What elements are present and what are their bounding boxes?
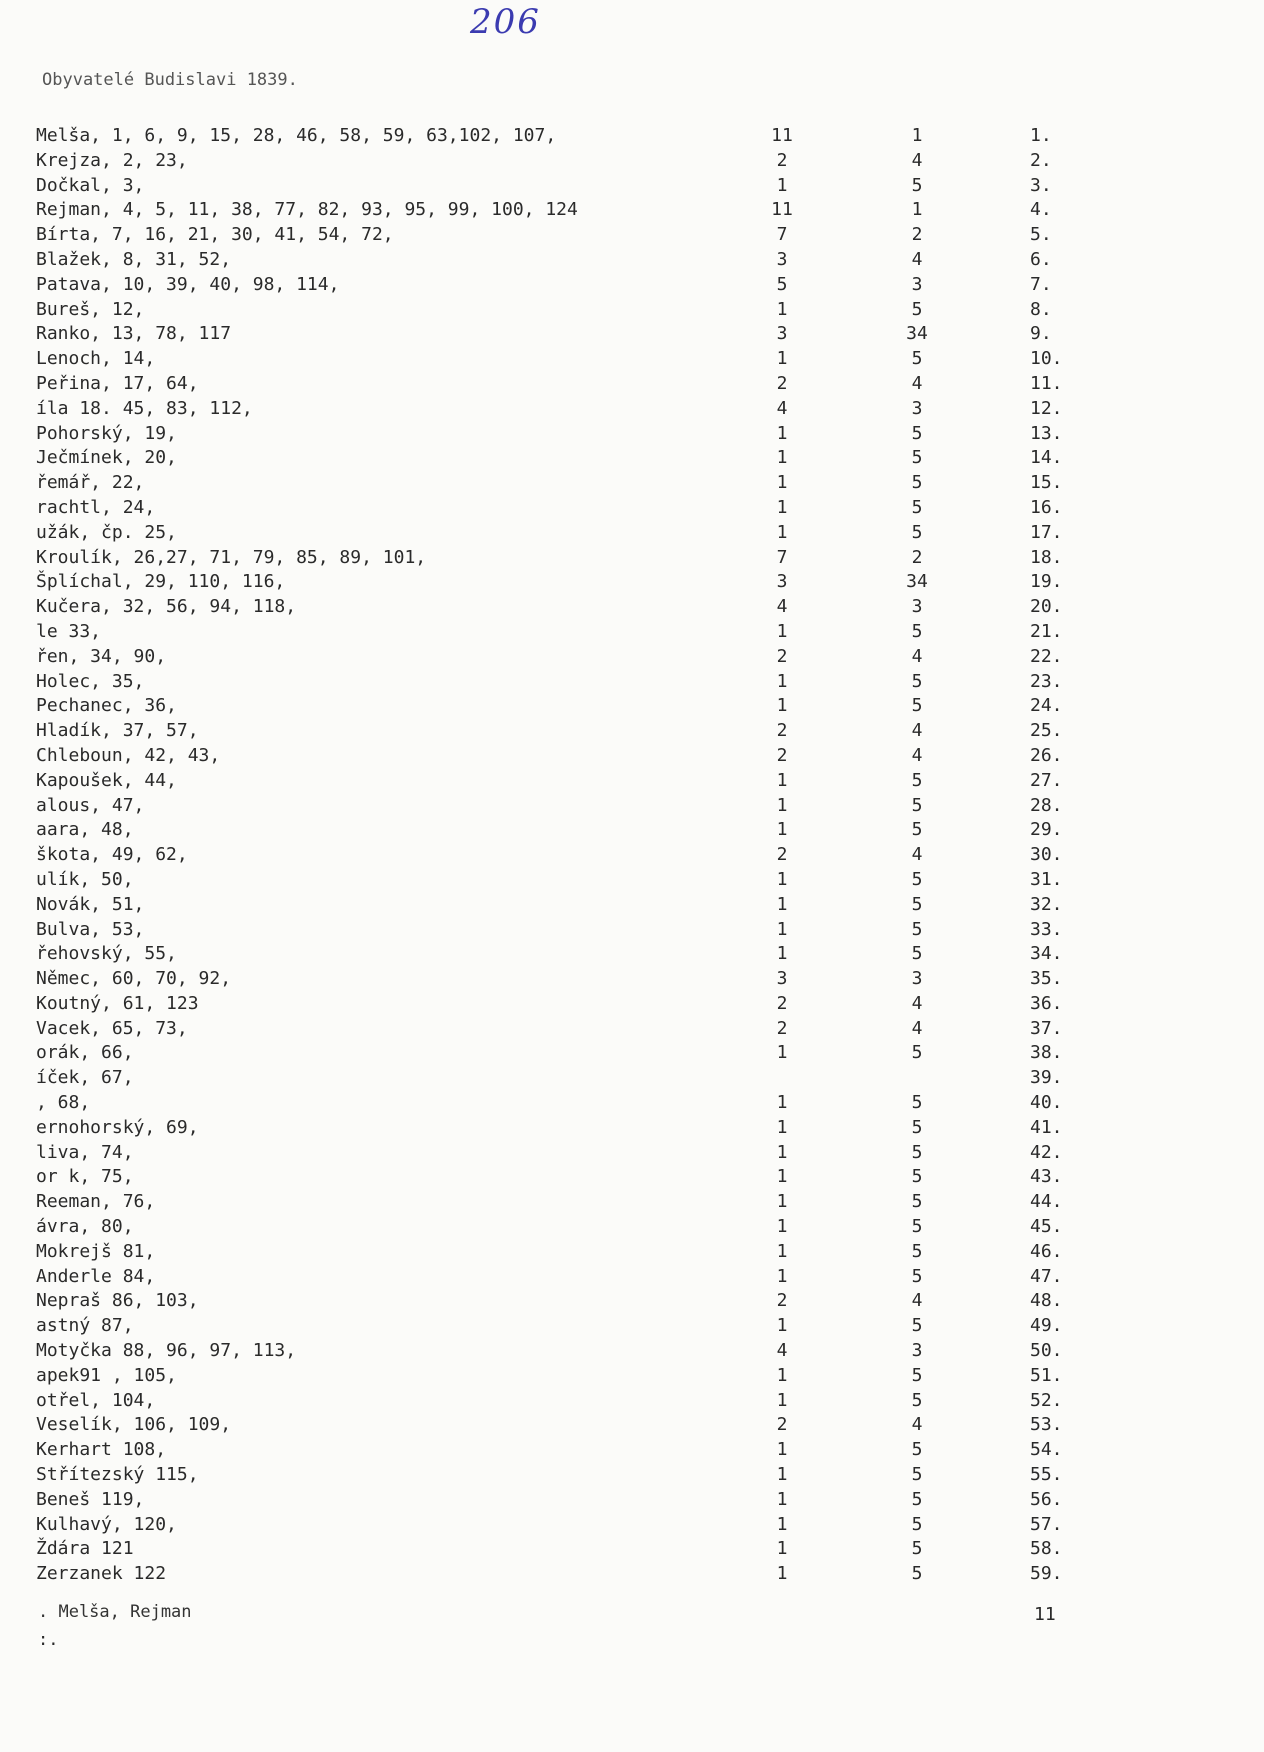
count-a: 1 — [776, 472, 788, 494]
count-a: 1 — [776, 1389, 788, 1411]
count-b: 5 — [911, 1092, 923, 1114]
list-row — [0, 372, 1264, 397]
count-b: 5 — [911, 1488, 923, 1510]
resident-entry: astný 87, — [36, 1315, 134, 1337]
count-a: 5 — [776, 273, 788, 295]
resident-entry: Motyčka 88, 96, 97, 113, — [36, 1340, 297, 1362]
row-index: 17. — [1030, 521, 1063, 543]
resident-entry: Pohorský, 19, — [36, 422, 177, 444]
count-a: 2 — [776, 992, 788, 1014]
row-index: 47. — [1030, 1265, 1063, 1287]
row-index: 10. — [1030, 348, 1063, 370]
list-row — [0, 322, 1264, 347]
row-index: 53. — [1030, 1414, 1063, 1436]
row-index: 42. — [1030, 1141, 1063, 1163]
row-index: 20. — [1030, 596, 1063, 618]
row-index: 52. — [1030, 1389, 1063, 1411]
resident-entry: Peřina, 17, 64, — [36, 372, 199, 394]
footer-note: . Melša, Rejman — [38, 1602, 192, 1622]
list-row — [0, 992, 1264, 1017]
resident-entry: liva, 74, — [36, 1141, 134, 1163]
resident-entry: Bírta, 7, 16, 21, 30, 41, 54, 72, — [36, 224, 394, 246]
list-row — [0, 446, 1264, 471]
count-b: 4 — [911, 1017, 923, 1039]
list-row — [0, 620, 1264, 645]
resident-entry: Nepraš 86, 103, — [36, 1290, 199, 1312]
list-row — [0, 1215, 1264, 1240]
list-row — [0, 149, 1264, 174]
count-b: 5 — [911, 670, 923, 692]
list-row — [0, 1165, 1264, 1190]
count-a: 1 — [776, 1042, 788, 1064]
count-a: 1 — [776, 1216, 788, 1238]
count-b: 5 — [911, 1464, 923, 1486]
row-index: 44. — [1030, 1191, 1063, 1213]
count-a: 1 — [776, 695, 788, 717]
list-row — [0, 1240, 1264, 1265]
count-b: 5 — [911, 794, 923, 816]
list-row — [0, 347, 1264, 372]
count-b: 34 — [906, 571, 928, 593]
count-b: 5 — [911, 1364, 923, 1386]
list-row — [0, 397, 1264, 422]
count-a: 1 — [776, 348, 788, 370]
list-row — [0, 818, 1264, 843]
resident-entry: Kučera, 32, 56, 94, 118, — [36, 596, 297, 618]
count-a: 1 — [776, 1141, 788, 1163]
count-b: 5 — [911, 422, 923, 444]
row-index: 27. — [1030, 769, 1063, 791]
row-index: 25. — [1030, 720, 1063, 742]
count-a: 1 — [776, 1265, 788, 1287]
list-row — [0, 1091, 1264, 1116]
count-a: 1 — [776, 620, 788, 642]
resident-entry: Melša, 1, 6, 9, 15, 28, 46, 58, 59, 63,102, 107, — [36, 125, 557, 146]
row-index: 11. — [1030, 372, 1063, 394]
count-b: 3 — [911, 1340, 923, 1362]
resident-entry: Dočkal, 3, — [36, 174, 145, 196]
count-a: 2 — [776, 1290, 788, 1312]
resident-entry: or k, 75, — [36, 1166, 134, 1188]
count-a: 3 — [776, 571, 788, 593]
resident-entry: Patava, 10, 39, 40, 98, 114, — [36, 273, 340, 295]
count-a: 1 — [776, 174, 788, 196]
list-row — [0, 1389, 1264, 1414]
row-index: 7. — [1030, 273, 1052, 295]
list-row — [0, 645, 1264, 670]
list-row — [0, 1314, 1264, 1339]
count-a: 4 — [776, 1340, 788, 1362]
list-row — [0, 670, 1264, 695]
list-row — [0, 1339, 1264, 1364]
row-index: 34. — [1030, 943, 1063, 965]
list-row — [0, 298, 1264, 323]
resident-entry: Ječmínek, 20, — [36, 447, 177, 469]
list-row — [0, 942, 1264, 967]
count-b: 4 — [911, 372, 923, 394]
resident-entry: aara, 48, — [36, 819, 134, 841]
count-a: 2 — [776, 1414, 788, 1436]
list-row — [0, 843, 1264, 868]
count-a: 1 — [776, 521, 788, 543]
count-b: 5 — [911, 1315, 923, 1337]
list-row — [0, 893, 1264, 918]
resident-entry: užák, čp. 25, — [36, 521, 177, 543]
resident-entry: řen, 34, 90, — [36, 645, 167, 667]
resident-entry: řehovský, 55, — [36, 943, 177, 965]
count-b: 3 — [911, 968, 923, 990]
count-a: 3 — [776, 248, 788, 270]
count-b: 5 — [911, 918, 923, 940]
resident-entry: Lenoch, 14, — [36, 348, 156, 370]
list-row — [0, 174, 1264, 199]
resident-entry: Kroulík, 26,27, 71, 79, 85, 89, 101, — [36, 546, 427, 568]
resident-entry: Krejza, 2, 23, — [36, 149, 188, 171]
row-index: 32. — [1030, 893, 1063, 915]
resident-entry: Beneš 119, — [36, 1488, 145, 1510]
row-index: 43. — [1030, 1166, 1063, 1188]
count-b: 5 — [911, 1240, 923, 1262]
row-index: 22. — [1030, 645, 1063, 667]
list-row — [0, 124, 1264, 149]
count-a: 1 — [776, 670, 788, 692]
count-b: 4 — [911, 744, 923, 766]
list-row — [0, 868, 1264, 893]
count-a: 1 — [776, 893, 788, 915]
row-index: 29. — [1030, 819, 1063, 841]
count-b: 5 — [911, 447, 923, 469]
count-b: 3 — [911, 596, 923, 618]
list-row — [0, 1513, 1264, 1538]
row-index: 21. — [1030, 620, 1063, 642]
list-row — [0, 1265, 1264, 1290]
count-a: 2 — [776, 149, 788, 171]
list-row — [0, 198, 1264, 223]
count-b: 5 — [911, 868, 923, 890]
count-b: 5 — [911, 348, 923, 370]
count-a: 4 — [776, 596, 788, 618]
count-a: 1 — [776, 794, 788, 816]
count-b: 4 — [911, 844, 923, 866]
list-row — [0, 273, 1264, 298]
row-index: 50. — [1030, 1340, 1063, 1362]
row-index: 31. — [1030, 868, 1063, 890]
list-row — [0, 1488, 1264, 1513]
row-index: 59. — [1030, 1563, 1063, 1585]
count-b: 5 — [911, 893, 923, 915]
list-row — [0, 496, 1264, 521]
count-b: 5 — [911, 298, 923, 320]
row-index: 26. — [1030, 744, 1063, 766]
list-row — [0, 1041, 1264, 1066]
list-row — [0, 1017, 1264, 1042]
list-row — [0, 744, 1264, 769]
row-index: 2. — [1030, 149, 1052, 171]
count-a: 3 — [776, 968, 788, 990]
resident-entry: Šplíchal, 29, 110, 116, — [36, 571, 286, 593]
count-a: 1 — [776, 298, 788, 320]
list-row — [0, 223, 1264, 248]
count-b: 2 — [911, 224, 923, 246]
list-row — [0, 471, 1264, 496]
count-b: 5 — [911, 1538, 923, 1560]
resident-list — [0, 124, 1264, 1587]
count-b: 5 — [911, 1042, 923, 1064]
resident-entry: Novák, 51, — [36, 893, 145, 915]
row-index: 51. — [1030, 1364, 1063, 1386]
count-b: 1 — [911, 125, 923, 146]
count-a: 11 — [771, 125, 793, 146]
count-b: 5 — [911, 1563, 923, 1585]
resident-entry: Pechanec, 36, — [36, 695, 177, 717]
resident-entry: Reeman, 76, — [36, 1191, 156, 1213]
count-a: 3 — [776, 323, 788, 345]
count-a: 1 — [776, 1563, 788, 1585]
footer-note-2: :. — [38, 1630, 59, 1650]
count-a: 1 — [776, 1364, 788, 1386]
row-index: 24. — [1030, 695, 1063, 717]
count-b: 5 — [911, 620, 923, 642]
count-b: 4 — [911, 1290, 923, 1312]
row-index: 4. — [1030, 199, 1052, 221]
count-b: 2 — [911, 546, 923, 568]
resident-entry: ernohorský, 69, — [36, 1116, 199, 1138]
row-index: 36. — [1030, 992, 1063, 1014]
row-index: 46. — [1030, 1240, 1063, 1262]
count-b: 4 — [911, 1414, 923, 1436]
count-a: 1 — [776, 1191, 788, 1213]
row-index: 56. — [1030, 1488, 1063, 1510]
count-b: 34 — [906, 323, 928, 345]
resident-entry: Anderle 84, — [36, 1265, 156, 1287]
list-row — [0, 1438, 1264, 1463]
count-a: 1 — [776, 422, 788, 444]
count-a: 2 — [776, 645, 788, 667]
resident-entry: Ranko, 13, 78, 117 — [36, 323, 232, 345]
count-a: 1 — [776, 1240, 788, 1262]
handwritten-page-number: 206 — [470, 2, 541, 42]
resident-entry: Bureš, 12, — [36, 298, 145, 320]
resident-entry: , 68, — [36, 1092, 91, 1114]
resident-entry: ávra, 80, — [36, 1216, 134, 1238]
count-b: 5 — [911, 1191, 923, 1213]
list-row — [0, 794, 1264, 819]
resident-entry: otřel, 104, — [36, 1389, 156, 1411]
count-a: 1 — [776, 819, 788, 841]
row-index: 45. — [1030, 1216, 1063, 1238]
list-row — [0, 1562, 1264, 1587]
count-b: 3 — [911, 397, 923, 419]
count-b: 5 — [911, 521, 923, 543]
resident-entry: íla 18. 45, 83, 112, — [36, 397, 253, 419]
row-index: 23. — [1030, 670, 1063, 692]
resident-entry: Němec, 60, 70, 92, — [36, 968, 232, 990]
resident-entry: Vacek, 65, 73, — [36, 1017, 188, 1039]
count-b: 5 — [911, 1166, 923, 1188]
resident-entry: Zerzanek 122 — [36, 1563, 167, 1585]
count-a: 1 — [776, 1166, 788, 1188]
list-row — [0, 1364, 1264, 1389]
count-a: 1 — [776, 769, 788, 791]
resident-entry: Ždára 121 — [36, 1538, 134, 1560]
row-index: 54. — [1030, 1439, 1063, 1461]
row-index: 1. — [1030, 125, 1052, 146]
resident-entry: Mokrejš 81, — [36, 1240, 156, 1262]
count-a: 7 — [776, 224, 788, 246]
count-b: 5 — [911, 1389, 923, 1411]
count-b: 5 — [911, 1513, 923, 1535]
resident-entry: Kulhavý, 120, — [36, 1513, 177, 1535]
count-b: 4 — [911, 149, 923, 171]
row-index: 13. — [1030, 422, 1063, 444]
list-row — [0, 570, 1264, 595]
count-a: 1 — [776, 1116, 788, 1138]
row-index: 28. — [1030, 794, 1063, 816]
row-index: 6. — [1030, 248, 1052, 270]
resident-entry: Kerhart 108, — [36, 1439, 167, 1461]
row-index: 15. — [1030, 472, 1063, 494]
row-index: 16. — [1030, 496, 1063, 518]
list-row — [0, 422, 1264, 447]
document-title: Obyvatelé Budislavi 1839. — [42, 70, 298, 90]
list-row — [0, 769, 1264, 794]
row-index: 55. — [1030, 1464, 1063, 1486]
list-row — [0, 248, 1264, 273]
count-a: 1 — [776, 918, 788, 940]
count-b: 5 — [911, 1141, 923, 1163]
row-index: 9. — [1030, 323, 1052, 345]
count-b: 5 — [911, 174, 923, 196]
count-b: 5 — [911, 695, 923, 717]
row-index: 40. — [1030, 1092, 1063, 1114]
count-b: 5 — [911, 1216, 923, 1238]
row-index: 3. — [1030, 174, 1052, 196]
count-b: 5 — [911, 496, 923, 518]
list-row — [0, 1190, 1264, 1215]
resident-entry: Veselík, 106, 109, — [36, 1414, 232, 1436]
row-index: 19. — [1030, 571, 1063, 593]
list-row — [0, 1463, 1264, 1488]
count-a: 11 — [771, 199, 793, 221]
count-b: 3 — [911, 273, 923, 295]
list-row — [0, 521, 1264, 546]
count-a: 2 — [776, 744, 788, 766]
count-a: 2 — [776, 372, 788, 394]
count-a: 1 — [776, 1439, 788, 1461]
resident-entry: rachtl, 24, — [36, 496, 156, 518]
resident-entry: Koutný, 61, 123 — [36, 992, 199, 1014]
resident-entry: orák, 66, — [36, 1042, 134, 1064]
count-a: 1 — [776, 1488, 788, 1510]
resident-entry: řemář, 22, — [36, 472, 145, 494]
list-row — [0, 1116, 1264, 1141]
row-index: 18. — [1030, 546, 1063, 568]
row-index: 48. — [1030, 1290, 1063, 1312]
count-b: 5 — [911, 769, 923, 791]
list-row — [0, 719, 1264, 744]
row-index: 57. — [1030, 1513, 1063, 1535]
count-b: 1 — [911, 199, 923, 221]
resident-entry: Hladík, 37, 57, — [36, 720, 199, 742]
list-row — [0, 694, 1264, 719]
count-a: 1 — [776, 1464, 788, 1486]
count-a: 1 — [776, 496, 788, 518]
resident-entry: íček, 67, — [36, 1067, 134, 1089]
resident-entry: škota, 49, 62, — [36, 844, 188, 866]
resident-entry: Bulva, 53, — [36, 918, 145, 940]
count-b: 4 — [911, 248, 923, 270]
row-index: 49. — [1030, 1315, 1063, 1337]
resident-entry: ulík, 50, — [36, 868, 134, 890]
count-a: 1 — [776, 1513, 788, 1535]
count-b: 5 — [911, 819, 923, 841]
row-index: 38. — [1030, 1042, 1063, 1064]
count-a: 1 — [776, 1538, 788, 1560]
row-index: 5. — [1030, 224, 1052, 246]
count-a: 2 — [776, 1017, 788, 1039]
row-index: 14. — [1030, 447, 1063, 469]
count-b: 5 — [911, 1265, 923, 1287]
list-row — [0, 595, 1264, 620]
count-a: 1 — [776, 447, 788, 469]
count-a: 2 — [776, 844, 788, 866]
count-b: 5 — [911, 1439, 923, 1461]
list-row — [0, 1141, 1264, 1166]
resident-entry: Střítezský 115, — [36, 1464, 199, 1486]
list-row — [0, 967, 1264, 992]
count-b: 4 — [911, 645, 923, 667]
resident-entry: le 33, — [36, 620, 102, 642]
row-index: 30. — [1030, 844, 1063, 866]
row-index: 35. — [1030, 968, 1063, 990]
count-b: 5 — [911, 472, 923, 494]
count-a: 1 — [776, 1315, 788, 1337]
list-row — [0, 1066, 1264, 1091]
row-index: 58. — [1030, 1538, 1063, 1560]
resident-entry: alous, 47, — [36, 794, 145, 816]
row-index: 12. — [1030, 397, 1063, 419]
count-b: 5 — [911, 1116, 923, 1138]
resident-entry: Chleboun, 42, 43, — [36, 744, 221, 766]
footer-value: 11 — [1034, 1604, 1056, 1625]
list-row — [0, 1289, 1264, 1314]
row-index: 33. — [1030, 918, 1063, 940]
row-index: 39. — [1030, 1067, 1063, 1089]
count-a: 1 — [776, 868, 788, 890]
count-b: 4 — [911, 720, 923, 742]
count-b: 5 — [911, 943, 923, 965]
list-row — [0, 1537, 1264, 1562]
resident-entry: Holec, 35, — [36, 670, 145, 692]
row-index: 8. — [1030, 298, 1052, 320]
list-row — [0, 918, 1264, 943]
resident-entry: Kapoušek, 44, — [36, 769, 177, 791]
resident-entry: Blažek, 8, 31, 52, — [36, 248, 232, 270]
count-a: 1 — [776, 943, 788, 965]
count-a: 2 — [776, 720, 788, 742]
resident-entry: Rejman, 4, 5, 11, 38, 77, 82, 93, 95, 99, 100, 124 — [36, 199, 578, 221]
count-a: 7 — [776, 546, 788, 568]
row-index: 41. — [1030, 1116, 1063, 1138]
count-b: 4 — [911, 992, 923, 1014]
count-a: 1 — [776, 1092, 788, 1114]
count-a: 4 — [776, 397, 788, 419]
row-index: 37. — [1030, 1017, 1063, 1039]
resident-entry: apek91 , 105, — [36, 1364, 177, 1386]
list-row — [0, 546, 1264, 571]
list-row — [0, 1413, 1264, 1438]
